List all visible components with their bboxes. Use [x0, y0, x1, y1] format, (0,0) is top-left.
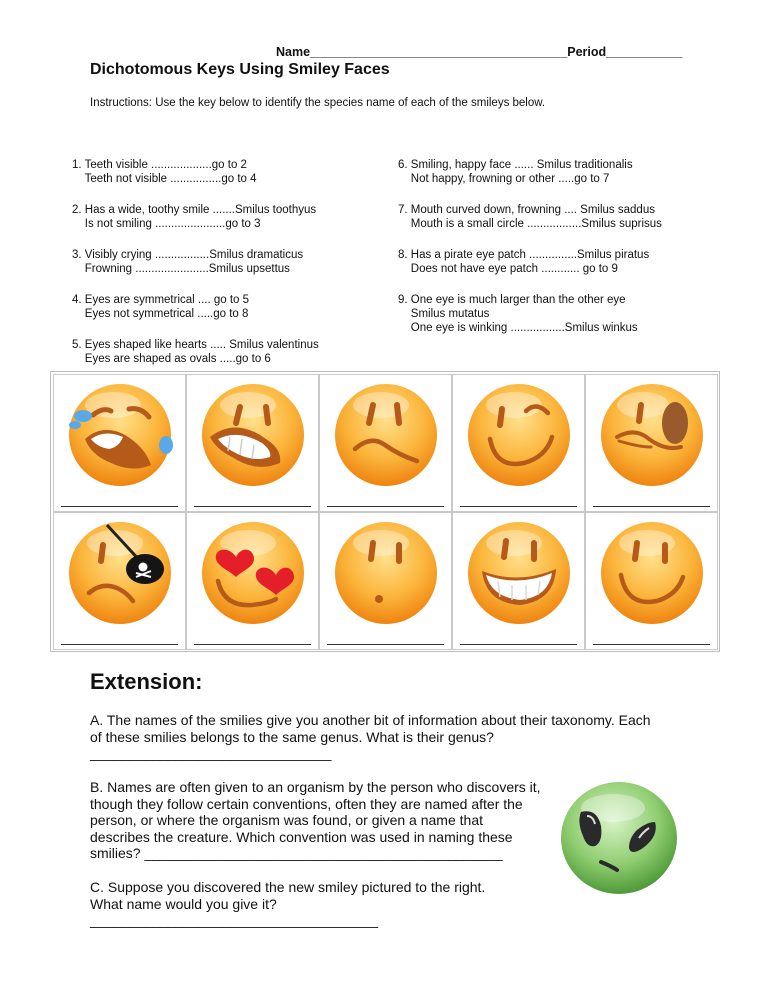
question-a[interactable]: A. The names of the smilies give you another bit of information about their taxonomy. Each of these smilies belongs to the same genus. What is their genus? _______________________________	[90, 712, 651, 761]
answer-line[interactable]	[593, 505, 710, 507]
smiley-cell-3	[319, 374, 452, 512]
answer-line[interactable]	[460, 505, 577, 507]
extension-heading: Extension:	[90, 669, 203, 694]
key-step-7: 7. Mouth curved down, frowning .... Smilus saddus Mouth is a small circle .................Smilus suprisus	[398, 204, 662, 230]
smiley-cell-4	[452, 374, 585, 512]
smiley-cell-8	[319, 512, 452, 650]
alien-face-icon	[557, 778, 681, 898]
crying-smiley-icon	[63, 377, 175, 489]
key-step-4: 4. Eyes are symmetrical .... go to 5 Eyes not symmetrical .....go to 8	[72, 294, 250, 320]
heart-eyes-smiley-icon	[196, 515, 308, 627]
smiley-cell-5	[585, 374, 718, 512]
key-step-8: 8. Has a pirate eye patch ...............Smilus piratus Does not have eye patch ............ go to 9	[398, 249, 650, 275]
smiley-grid	[50, 371, 720, 652]
smiley-cell-9	[452, 512, 585, 650]
question-b[interactable]: B. Names are often given to an organism by the person who discovers it, though they follow certain conventions, often they are named after the person, or where the organism was found, or given a name that describes the creature. Which convention was used in naming these smilies? ______________________________________________	[90, 779, 541, 861]
frowning-smiley-icon	[329, 377, 441, 489]
smiley-cell-6	[53, 512, 186, 650]
smiley-cell-10	[585, 512, 718, 650]
happy-smiley-icon	[595, 515, 707, 627]
surprised-smiley-icon	[329, 515, 441, 627]
answer-line[interactable]	[327, 643, 444, 645]
answer-line[interactable]	[194, 505, 311, 507]
key-step-6: 6. Smiling, happy face ...... Smilus traditionalis Not happy, frowning or other .....go to 7	[398, 159, 633, 185]
worksheet-title: Dichotomous Keys Using Smiley Faces	[90, 61, 390, 78]
smiley-cell-7	[186, 512, 319, 650]
answer-line[interactable]	[327, 505, 444, 507]
instructions: Instructions: Use the key below to identify the species name of each of the smileys below.	[90, 97, 546, 109]
key-step-5: 5. Eyes shaped like hearts ..... Smilus valentinus Eyes are shaped as ovals .....go to 6	[72, 339, 319, 365]
key-step-1: 1. Teeth visible ...................go to 2 Teeth not visible ................go to 4	[72, 159, 257, 185]
key-step-9: 9. One eye is much larger than the other eye Smilus mutatus One eye is winking .................Smilus winkus	[398, 294, 638, 334]
key-step-3: 3. Visibly crying .................Smilus dramaticus Frowning .......................Smilus upsettus	[72, 249, 304, 275]
mutant-smiley-icon	[595, 377, 707, 489]
toothy-smiley-icon	[462, 515, 574, 627]
name-period-line[interactable]: Name_____________________________________Period___________	[276, 45, 683, 59]
winking-smiley-icon	[462, 377, 574, 489]
answer-line[interactable]	[593, 643, 710, 645]
grimacing-smiley-icon	[196, 377, 308, 489]
smiley-cell-2	[186, 374, 319, 512]
answer-line[interactable]	[460, 643, 577, 645]
key-step-2: 2. Has a wide, toothy smile .......Smilus toothyus Is not smiling ......................go to 3	[72, 204, 317, 230]
question-c[interactable]: C. Suppose you discovered the new smiley pictured to the right. What name would you give it? _____________________________________	[90, 879, 486, 928]
answer-line[interactable]	[61, 643, 178, 645]
answer-line[interactable]	[194, 643, 311, 645]
pirate-smiley-icon	[63, 515, 175, 627]
smiley-cell-1	[53, 374, 186, 512]
answer-line[interactable]	[61, 505, 178, 507]
